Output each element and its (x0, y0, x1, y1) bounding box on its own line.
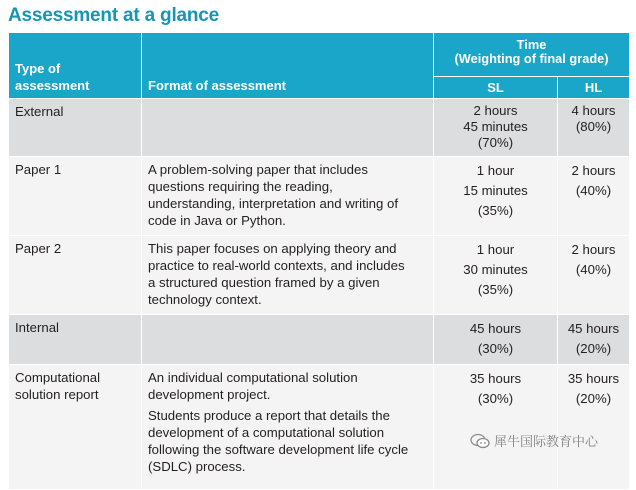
sl-weight: (70%) (477, 135, 514, 150)
hl-time: 2 hours (571, 163, 616, 178)
sl-time: 15 minutes (463, 183, 528, 198)
row-type-text: External (15, 104, 64, 119)
header-type: Type of assessment (9, 33, 142, 99)
hl-time: 4 hours (571, 103, 616, 118)
hl-weight: (80%) (575, 119, 612, 134)
sl-time: 2 hours (473, 103, 518, 118)
row-type-text: Paper 2 (15, 241, 62, 256)
row-sl (434, 157, 558, 236)
format-line: development of a computational solution (148, 425, 385, 440)
format-line: a structured question framed by a given (148, 275, 380, 290)
format-line: practice to real-world contexts, and includes (148, 258, 405, 273)
chat-bubble-icon (470, 433, 490, 449)
header-sl: SL (434, 77, 558, 99)
sl-time: 45 minutes (463, 119, 528, 134)
row-type (9, 236, 142, 315)
row-format (142, 315, 434, 365)
header-hl: HL (558, 77, 630, 99)
page-title: Assessment at a glance (8, 5, 220, 26)
row-sl (434, 315, 558, 365)
hl-time: 35 hours (567, 371, 620, 386)
watermark (470, 431, 598, 450)
row-hl (558, 99, 630, 157)
row-format (142, 157, 434, 236)
format-line: An individual computational solution (148, 370, 358, 385)
format-line: A problem-solving paper that includes (148, 162, 368, 177)
hl-weight: (20%) (575, 341, 612, 356)
hl-weight: (40%) (575, 262, 612, 277)
format-line: following the software development life cycle (148, 442, 409, 457)
format-line: (SDLC) process. (148, 459, 246, 474)
watermark-text: 犀牛国际教育中心 (494, 434, 599, 449)
sl-time: 45 hours (469, 321, 522, 336)
sl-weight: (30%) (477, 391, 514, 406)
row-sl (434, 99, 558, 157)
hl-time: 2 hours (571, 242, 616, 257)
row-type (9, 157, 142, 236)
hl-time: 45 hours (567, 321, 620, 336)
sl-time: 1 hour (476, 163, 515, 178)
row-hl (558, 315, 630, 365)
table-row (9, 157, 630, 236)
row-type-text: Internal (15, 320, 59, 335)
header-time-weighting: (Weighting of final grade) (454, 51, 609, 66)
header-time (434, 33, 630, 77)
format-line: development project. (148, 387, 271, 402)
header-time-label: Time (516, 37, 547, 52)
format-line: Students produce a report that details the (148, 408, 390, 423)
row-type-text: solution report (15, 387, 99, 402)
sl-time: 35 hours (469, 371, 522, 386)
assessment-table (8, 32, 630, 490)
hl-weight: (40%) (575, 183, 612, 198)
format-line: technology context. (148, 292, 262, 307)
sl-time: 1 hour (476, 242, 515, 257)
format-line: understanding, interpretation and writing of (148, 196, 398, 211)
table-row (9, 99, 630, 157)
table-row (9, 236, 630, 315)
row-type-text: Paper 1 (15, 162, 62, 177)
format-line: code in Java or Python. (148, 213, 286, 228)
row-type (9, 315, 142, 365)
row-format (142, 99, 434, 157)
format-line: questions requiring the reading, (148, 179, 333, 194)
header-format: Format of assessment (142, 33, 434, 99)
sl-weight: (30%) (477, 341, 514, 356)
sl-weight: (35%) (477, 203, 514, 218)
row-type (9, 99, 142, 157)
sl-weight: (35%) (477, 282, 514, 297)
row-type-text: Computational (15, 370, 101, 385)
row-sl (434, 236, 558, 315)
row-format (142, 236, 434, 315)
row-hl (558, 236, 630, 315)
sl-time: 30 minutes (463, 262, 528, 277)
hl-weight: (20%) (575, 391, 612, 406)
format-line: This paper focuses on applying theory and (148, 241, 397, 256)
table-row (9, 315, 630, 365)
row-hl (558, 157, 630, 236)
